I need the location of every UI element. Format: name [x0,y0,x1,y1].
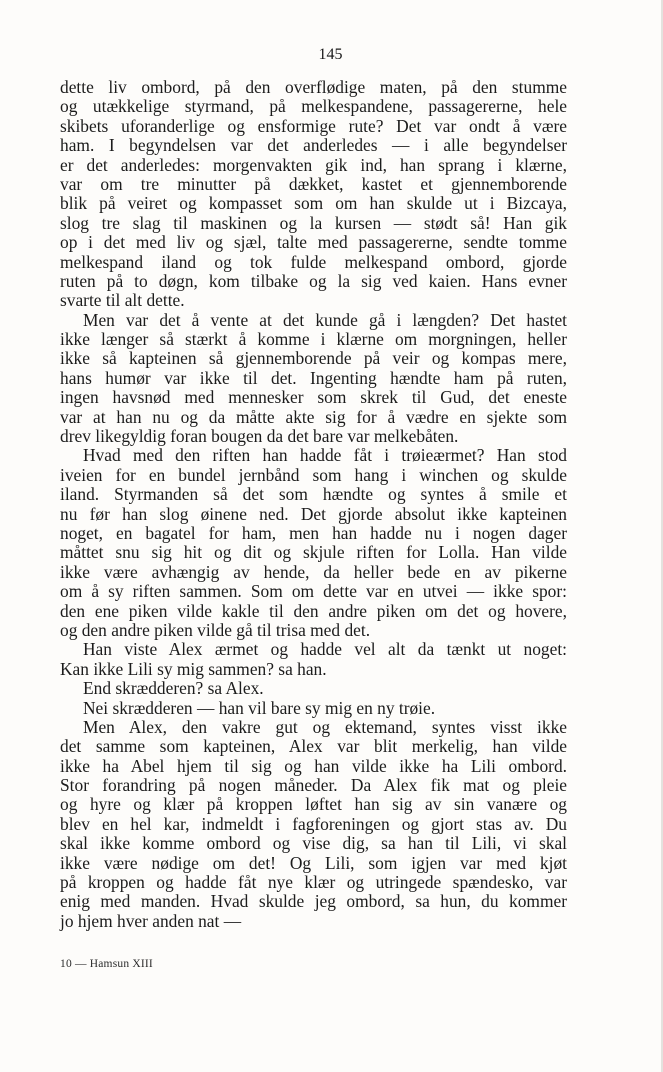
text-line: Men Alex, den vakre gut og ektemand, syntes visst ikke [83,716,567,737]
text-line: var om tre minutter på dækket, kastet et gjennemborende [60,173,567,194]
signature-mark: 10 — Hamsun XIII [60,958,153,970]
page-number: 145 [318,46,343,63]
text-line: ikke være avhængig av hende, da heller bede en av pikerne [60,561,567,582]
text-line: og den andre piken vilde gå til trisa med det. [60,619,371,640]
text-line: nu før han slog øinene ned. Det gjorde absolut ikke kapteinen [60,503,567,524]
text-line: ikke være nødige om det! Og Lili, som igjen var med kjøt [60,852,567,873]
text-line: var at han nu og da måtte akte sig for å vædre en sjekte som [60,406,567,427]
text-line: jo hjem hver anden nat — [60,910,242,931]
text-line: iland. Styrmanden så det som hændte og syntes å smile et [60,484,567,505]
text-line: ruten på to døgn, kom tilbake og la sig ved kaien. Hans evner [60,270,567,291]
text-line: på kroppen og hadde fåt nye klær og utringede spændesko, var [60,872,567,893]
text-line: hans humør var ikke til det. Ingenting hændte ham på ruten, [60,367,567,388]
text-line: Han viste Alex ærmet og hadde vel alt da tænkt ut noget: [83,639,567,660]
text-line: blev en hel kar, indmeldt i fagforeningen og gjort stas av. Du [60,813,567,834]
text-line: måttet snu sig hit og dit og skjule riften for Lolla. Han vilde [60,542,567,563]
text-line: det samme som kapteinen, Alex var blit merkelig, han vilde [60,736,567,757]
text-line: drev likegyldig foran bougen da det bare var melkebåten. [60,426,459,447]
text-line: den ene piken vilde kakle til den andre piken om det og hovere, [60,600,567,621]
text-line: End skrædderen? sa Alex. [83,678,264,699]
text-line: skibets uforanderlige og ensformige rute? Det var ondt å være [60,115,567,136]
text-line: iveien for en bundel jernbånd som hang i winchen og skulde [60,464,567,485]
text-line: Nei skrædderen — han vil bare sy mig en ny trøie. [83,697,436,718]
text-line: slog tre slag til maskinen og la kursen — stødt så! Han gik [60,212,567,233]
text-line: Men var det å vente at det kunde gå i længden? Det hastet [83,309,567,330]
text-line: blik på veiret og kompasset som om han skulde ut i Bizcaya, [60,193,567,214]
text-line: svarte til alt dette. [60,290,185,311]
body-text [60,78,567,931]
text-line: dette liv ombord, på den overflødige maten, på den stumme [60,77,567,97]
text-line: ham. I begyndelsen var det anderledes — i alle begyndelser [60,135,567,156]
text-line: ikke så kapteinen så gjennemborende på veir og kompas mere, [60,348,567,369]
text-line: noget, en bagatel for ham, men han hadde nu i nogen dager [60,522,567,543]
text-line: ikke ha Abel hjem til sig og han vilde ikke ha Lili ombord. [60,755,567,776]
text-line: Kan ikke Lili sy mig sammen? sa han. [60,658,327,679]
text-line: Stor forandring på nogen måneder. Da Alex fik mat og pleie [60,775,567,796]
text-line: ingen havsnød med mennesker som skrek til Gud, det eneste [60,387,567,408]
text-line: ikke længer så stærkt å komme i klærne om morgningen, heller [60,329,567,350]
text-line: er det anderledes: morgenvakten gik ind, han sprang i klærne, [60,154,567,175]
text-line: enig med manden. Hvad skulde jeg ombord, sa hun, du kommer [60,891,567,912]
text-line: melkespand iland og tok fulde melkespand ombord, gjorde [60,251,567,272]
text-line: og hyre og klær på kroppen løftet han sig av sin vanære og [60,794,567,815]
text-line: om å sy riften sammen. Som om dette var en utvei — ikke spor: [60,581,567,602]
text-line: Hvad med den riften han hadde fåt i trøieærmet? Han stod [83,445,567,466]
text-line: skal ikke komme ombord og vise dig, sa han til Lili, vi skal [60,833,567,854]
text-line: og utækkelige styrmand, på melkespandene, passagererne, hele [60,96,567,117]
text-line: op i det med liv og sjæl, talte med passagererne, sendte tomme [60,232,567,253]
